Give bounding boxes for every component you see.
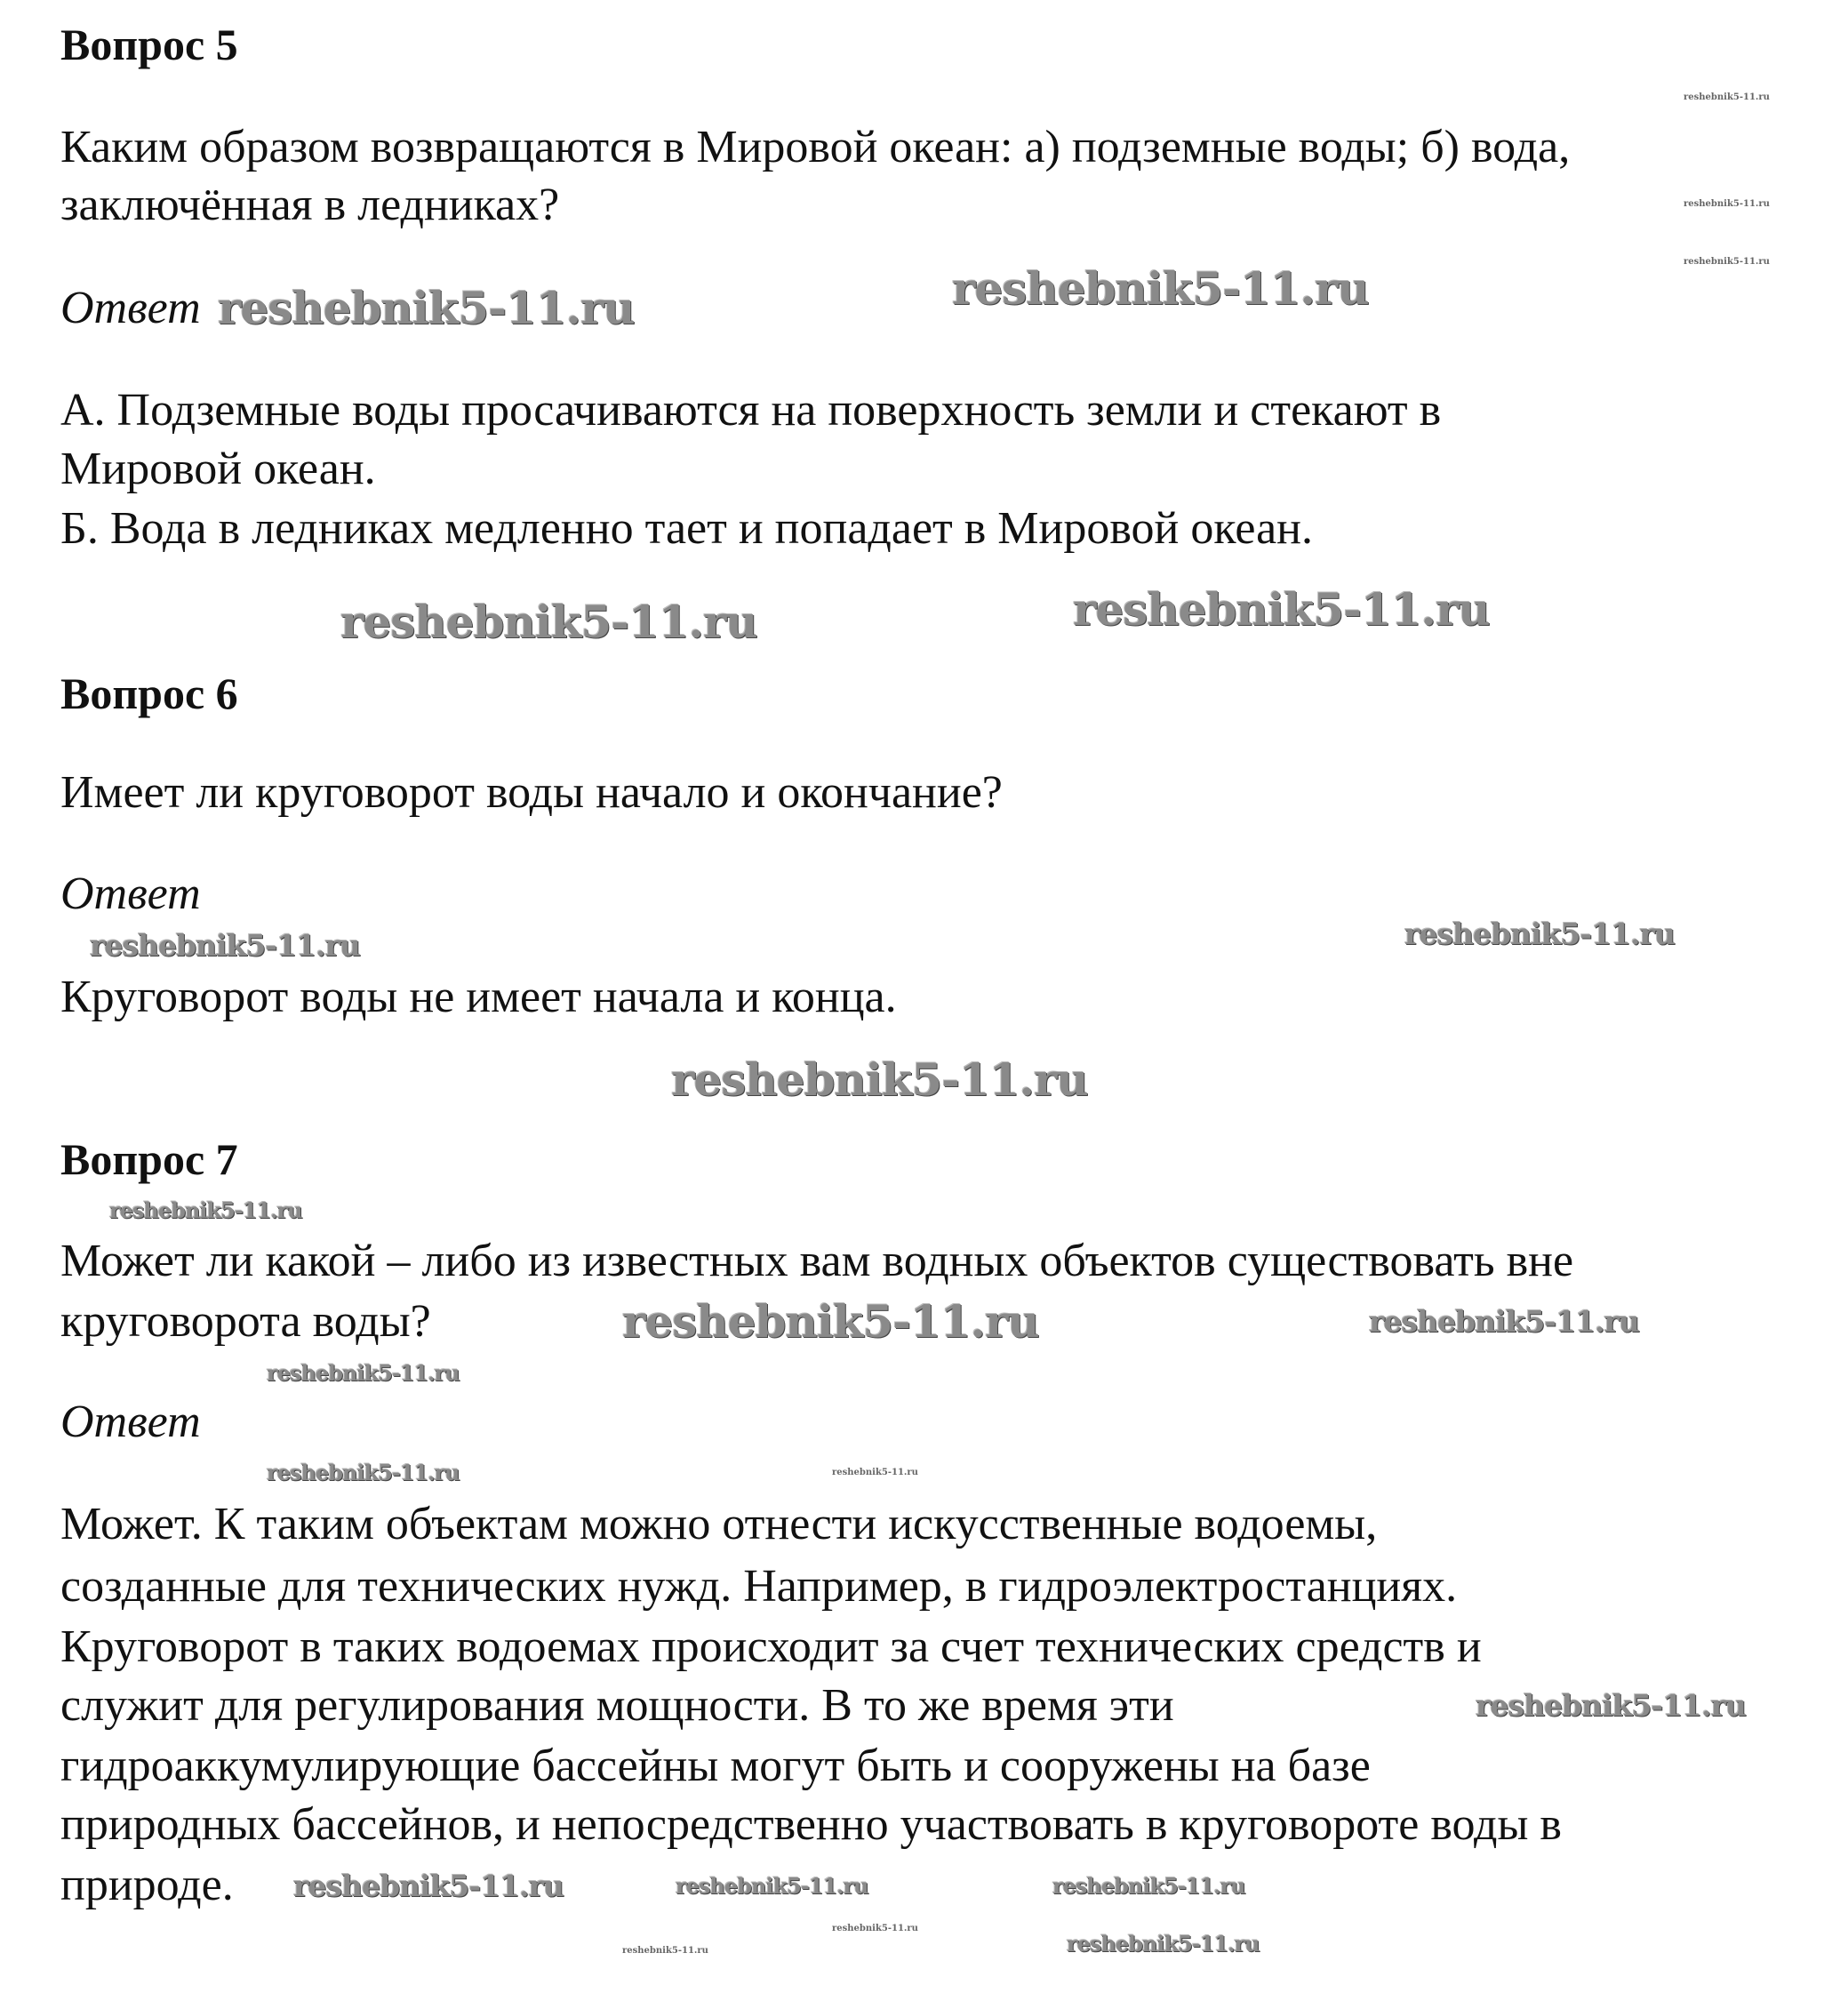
question-title: Вопрос 6 — [60, 668, 238, 718]
question-text: Каким образом возвращаются в Мировой океан: а) подземные воды; б) вода, — [60, 122, 1571, 172]
question-text: круговорота воды? — [60, 1296, 431, 1347]
watermark: reshebnik5-11.ru — [676, 1873, 868, 1899]
answer-text: Может. К таким объектам можно отнести искусственные водоемы, — [60, 1499, 1378, 1549]
watermark: reshebnik5-11.ru — [1052, 1873, 1245, 1899]
watermark: reshebnik5-11.ru — [109, 1197, 302, 1223]
answer-label: Ответ — [60, 283, 201, 333]
answer-text: Круговорот в таких водоемах происходит за счет технических средств и — [60, 1621, 1482, 1672]
question-title: Вопрос 5 — [60, 20, 238, 69]
watermark: reshebnik5-11.ru — [952, 262, 1369, 315]
watermark: reshebnik5-11.ru — [1073, 583, 1490, 636]
answer-label: Ответ — [60, 1397, 201, 1447]
watermark: reshebnik5-11.ru — [832, 1924, 918, 1933]
answer-text: Мировой океан. — [60, 444, 376, 494]
watermark: reshebnik5-11.ru — [671, 1053, 1088, 1106]
watermark: reshebnik5-11.ru — [622, 1946, 708, 1956]
answer-text: служит для регулирования мощности. В то же время эти — [60, 1680, 1174, 1731]
answer-text: природе. — [60, 1860, 234, 1910]
watermark: reshebnik5-11.ru — [218, 282, 635, 334]
watermark: reshebnik5-11.ru — [293, 1869, 564, 1903]
watermark: reshebnik5-11.ru — [1476, 1688, 1746, 1723]
answer-text: Б. Вода в ледниках медленно тает и попадает в Мировой океан. — [60, 503, 1313, 554]
watermark: reshebnik5-11.ru — [832, 1468, 918, 1477]
watermark: reshebnik5-11.ru — [622, 1295, 1039, 1348]
watermark: reshebnik5-11.ru — [1684, 199, 1770, 209]
watermark: reshebnik5-11.ru — [1404, 916, 1675, 951]
question-title: Вопрос 7 — [60, 1134, 238, 1184]
watermark: reshebnik5-11.ru — [1684, 257, 1770, 267]
answer-text: А. Подземные воды просачиваются на поверхность земли и стекают в — [60, 385, 1442, 436]
answer-label: Ответ — [60, 868, 201, 919]
watermark: reshebnik5-11.ru — [1369, 1304, 1639, 1339]
watermark: reshebnik5-11.ru — [1684, 92, 1770, 102]
answer-text: природных бассейнов, и непосредственно участвовать в круговороте воды в — [60, 1799, 1562, 1850]
watermark: reshebnik5-11.ru — [1067, 1931, 1260, 1957]
answer-text: созданные для технических нужд. Например, в гидроэлектростанциях. — [60, 1561, 1458, 1612]
answer-text: гидроаккумулирующие бассейны могут быть и сооружены на базе — [60, 1741, 1371, 1791]
watermark: reshebnik5-11.ru — [90, 928, 360, 963]
watermark: reshebnik5-11.ru — [267, 1360, 460, 1386]
watermark: reshebnik5-11.ru — [340, 596, 757, 648]
watermark: reshebnik5-11.ru — [267, 1460, 460, 1485]
question-text: заключённая в ледниках? — [60, 180, 560, 230]
answer-text: Круговорот воды не имеет начала и конца. — [60, 972, 897, 1022]
question-text: Может ли какой – либо из известных вам водных объектов существовать вне — [60, 1236, 1574, 1286]
question-text: Имеет ли круговорот воды начало и окончание? — [60, 767, 1003, 818]
